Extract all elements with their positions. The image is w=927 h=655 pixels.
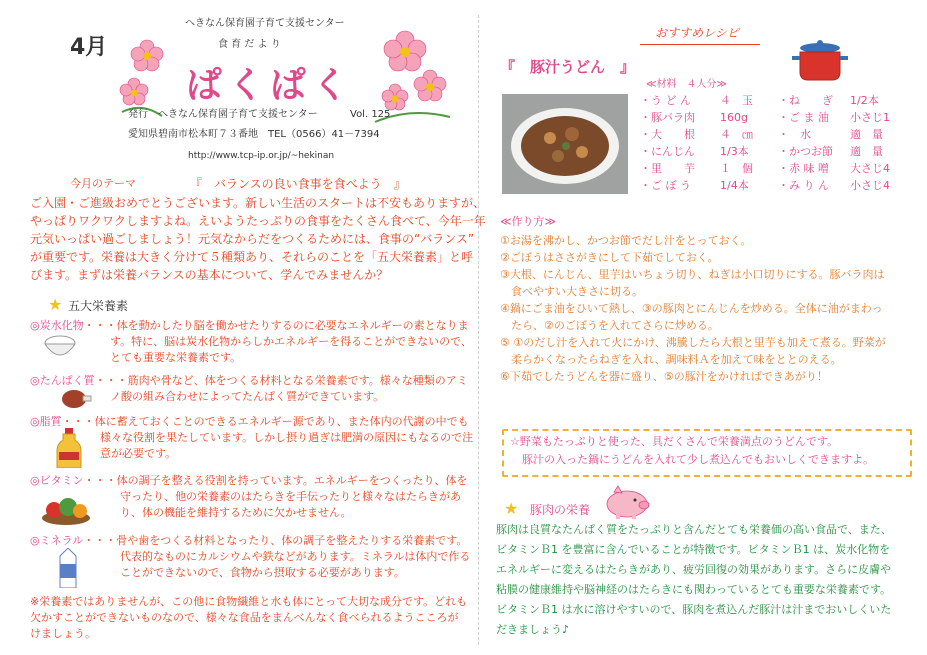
nutrient-item: ◎炭水化物・・・体を動かしたり脳を働かせたりするのに必要なエネルギーの素となりま す。特に、脳は炭水化物からしかエネルギーを得ることができないので、 とても重要な栄養素です。 — [30, 319, 472, 364]
nutrient-item: ◎たんぱく質・・・筋肉や骨など、体をつくる材料となる栄養素です。様々な種類のアミ ノ酸の組み合わせによってたんぱく質ができています。 — [30, 374, 468, 403]
method-header: ≪作り方≫ — [500, 215, 557, 228]
nutrient-name: ◎ビタミン — [30, 474, 84, 487]
newsletter-label: 食 育 だ よ り — [218, 39, 281, 50]
nutrient-name: ◎脂質 — [30, 415, 62, 428]
theme-label: 今月のテーマ — [70, 177, 136, 190]
address: 愛知県碧南市松本町７３番地 TEL（0566）41－7394 — [128, 129, 380, 140]
oil-bottle-icon — [56, 428, 82, 468]
recipe-section-label: おすすめレシピ — [655, 26, 739, 40]
ingredients-right: ・ね ぎ 1/2本 ・ご ま 油 小さじ1 ・ 水 適 量 ・かつお節 適 量 ・赤 味 噌 大さじ4 ・み り ん 小さじ4 — [778, 94, 890, 192]
recipe-step: 食べやすい大きさに切る。 — [500, 285, 643, 298]
recipe-step: ⑤ ①のだし汁を入れて火にかけ、沸騰したら大根と里芋も加えて煮る。野菜が — [500, 336, 886, 349]
ingredients-left: ・う ど ん ４ 玉 ・豚バラ肉 160g ・大 根 ４ ㎝ ・にんじん 1/3本 ・里 芋 １ 個 ・ご ぼ う 1/4本 — [640, 94, 753, 192]
udon-photo — [502, 94, 628, 194]
intro-text: ご入園・ご進級おめでとうございます。新しい生活のスタートは不安もありますが、 やっぱりワクワクしますよね。えいようたっぷりの食事をたくさん食べて、今年一年 元気いっぱい過ごしましょう！元気なからだをつくるためには、食事の“バランス” が重要です。栄養は大きく分けて５種類あり、それらのことを「五大栄養素」と呼 びます。まずは栄養バランスの基本について、学んでみませんか？ — [30, 196, 486, 282]
theme-title: 『 バランスの良い食事を食べよう 』 — [190, 177, 406, 191]
org-name: へきなん保育園子育て支援センター — [185, 18, 345, 29]
pot-icon — [790, 38, 850, 82]
pig-icon — [602, 484, 652, 520]
nutrient-name: ◎炭水化物 — [30, 319, 84, 332]
meat-icon — [60, 388, 92, 410]
nutrient-item: ◎ビタミン・・・体の調子を整える役割を持っています。エネルギーをつくったり、体を 守ったり、他の栄養素のはたらきを手伝ったりと様々なはたらきがあ り、体の機能を維持するために欠かせません。 — [30, 474, 468, 519]
recipe-steps — [500, 232, 886, 385]
volume: Vol. 125 — [350, 109, 391, 120]
recipe-tip: ☆野菜もたっぷりと使った、具だくさんで栄養満点のうどんです。 豚汁の入った鍋にうどんを入れて少し煮込んでもおいしくできますよ。 — [510, 435, 874, 466]
publisher: 発行 へきなん保育園子育て支援センター — [128, 109, 318, 120]
recipe-step: 柔らかくなったらねぎを入れ、調味料Ａを加えて味をととのえる。 — [500, 353, 842, 366]
page-title: ぱくぱく — [186, 65, 355, 106]
nutrients-note: ※栄養素ではありませんが、この他に食物繊維と水も体にとって大切な成分です。どれも 欠かすことができないものなので、様々な食品をまんべんなく食べられるようこころが けましょう。 — [30, 595, 468, 640]
nutrients-heading: 五大栄養素 — [68, 299, 129, 313]
recipe-label-underline — [640, 44, 760, 45]
recipe-title: 『 豚汁うどん 』 — [500, 58, 636, 76]
recipe-step: ②ごぼうはささがきにして下茹でしておく。 — [500, 251, 719, 264]
recipe-step: ⑥下茹でしたうどんを器に盛り、⑤の豚汁をかければできあがり！ — [500, 370, 828, 383]
star-icon: ★ — [48, 295, 63, 314]
milk-icon — [56, 548, 80, 588]
column-divider — [478, 15, 479, 645]
recipe-step: ③大根、にんじん、里芋はいちょう切り、ねぎは小口切りにする。豚バラ肉は — [500, 268, 885, 281]
vegetables-icon — [40, 490, 92, 526]
ingredients-header: ≪材料 ４人分≫ — [646, 79, 727, 90]
star-icon: ★ — [504, 499, 519, 518]
website-url[interactable]: http://www.tcp-ip.or.jp/~hekinan — [188, 151, 335, 161]
nutrient-name: ◎ミネラル — [30, 534, 84, 547]
pork-text: 豚肉は良質なたんぱく質をたっぷりと含んだとても栄養価の高い食品で、また、 ビタミンＢ1 を豊富に含んでいることが特徴です。ビタミンＢ1 は、炭水化物を エネルギーに変えるはたらきがあり、疲労回復の効果があります。さらに皮膚や 粘膜の健康維持や脳神経のはたらきにも関わっているとても重要な栄養素です。 ビタミンＢ1 は水に溶けやすいので、豚肉を煮込んだ豚汁は汁までおいしくいた だきましょう♪ — [496, 523, 892, 636]
rice-bowl-icon — [42, 334, 78, 360]
nutrient-item: ◎脂質・・・体に蓄えておくことのできるエネルギー源であり、また体内の代謝の中でも 様々な役割を果たしています。しかし摂り過ぎは肥満の原因にもなるので注 意が必要です。 — [30, 415, 474, 460]
recipe-step: たら、②のごぼうを入れてさらに炒める。 — [500, 319, 719, 332]
recipe-step: ④鍋にごま油をひいて熱し、③の豚肉とにんじんを炒める。全体に油がまわっ — [500, 302, 883, 315]
month-label: 4月 — [70, 35, 108, 60]
nutrient-item: ◎ミネラル・・・骨や歯をつくる材料となったり、体の調子を整えたりする栄養素です。 代表的なものにカルシウムや鉄などがあります。ミネラルは体内で作る ことができないので、食物から摂取する必要があります。 — [30, 534, 471, 579]
pork-heading: 豚肉の栄養 — [530, 503, 591, 517]
recipe-step: ①お湯を沸かし、かつお節でだし汁をとっておく。 — [500, 234, 752, 247]
nutrient-name: ◎たんぱく質 — [30, 374, 95, 387]
